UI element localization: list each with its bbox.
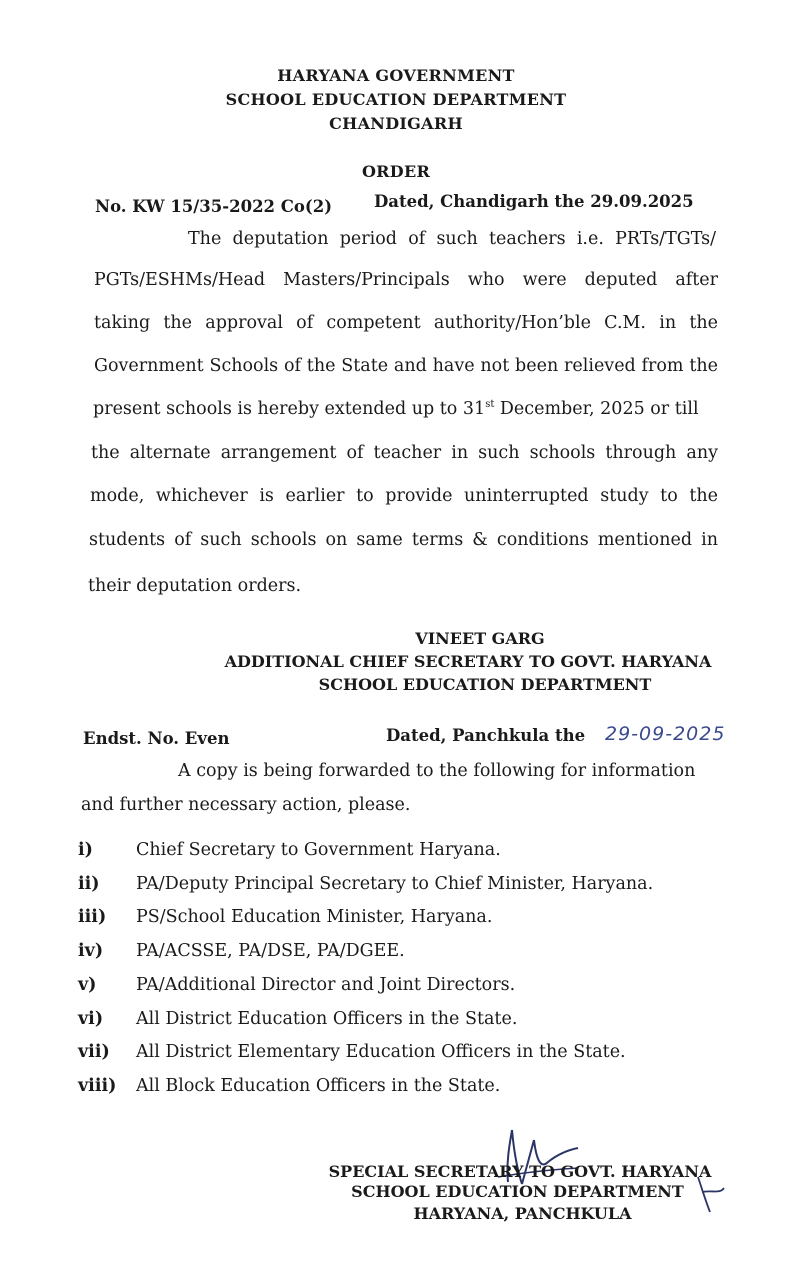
order-body-line: Government Schools of the State and have not been relieved from the xyxy=(94,356,718,376)
footer-signatory-location: HARYANA, PANCHKULA xyxy=(413,1204,632,1223)
order-body-line: PGTs/ESHMs/Head Masters/Principals who were deputed after xyxy=(94,270,718,290)
order-body-line: their deputation orders. xyxy=(88,576,302,596)
recipient-item: viii) All Block Education Officers in the State. xyxy=(78,1076,501,1096)
endorsement-number: Endst. No. Even xyxy=(83,729,230,748)
order-body-line: taking the approval of competent authority/Hon’ble C.M. in the xyxy=(94,313,718,333)
order-body-line: the alternate arrangement of teacher in such schools through any xyxy=(91,443,718,463)
recipient-item: ii) PA/Deputy Principal Secretary to Chief Minister, Haryana. xyxy=(78,874,654,894)
endorsement-date-label: Dated, Panchkula the xyxy=(386,726,586,745)
header-city: CHANDIGARH xyxy=(329,114,463,133)
footer-signatory-department: SCHOOL EDUCATION DEPARTMENT xyxy=(351,1182,684,1201)
footer-signatory-title: SPECIAL SECRETARY TO GOVT. HARYANA xyxy=(328,1162,712,1181)
recipient-item: vii) All District Elementary Education Officers in the State. xyxy=(78,1042,626,1062)
recipient-item: iii) PS/School Education Minister, Haryana. xyxy=(78,907,493,927)
order-body-line: present schools is hereby extended up to 31st December, 2025 or till xyxy=(93,399,699,419)
recipient-item: i) Chief Secretary to Government Haryana. xyxy=(78,840,501,860)
order-body-line: mode, whichever is earlier to provide uninterrupted study to the xyxy=(90,486,718,506)
recipient-item: vi) All District Education Officers in the State. xyxy=(78,1009,518,1029)
signatory-department: SCHOOL EDUCATION DEPARTMENT xyxy=(318,675,652,694)
order-body-line: students of such schools on same terms & conditions mentioned in xyxy=(89,530,718,550)
order-date: Dated, Chandigarh the 29.09.2025 xyxy=(374,192,694,211)
endorsement-intro: and further necessary action, please. xyxy=(81,795,411,815)
order-title: ORDER xyxy=(361,162,431,181)
signatory-name: VINEET GARG xyxy=(415,629,545,648)
header-department: SCHOOL EDUCATION DEPARTMENT xyxy=(225,90,567,109)
signatory-designation: ADDITIONAL CHIEF SECRETARY TO GOVT. HARYANA xyxy=(224,652,712,671)
handwritten-date: 29-09-2025 xyxy=(605,723,726,745)
header-government: HARYANA GOVERNMENT xyxy=(277,66,515,85)
recipient-item: iv) PA/ACSSE, PA/DSE, PA/DGEE. xyxy=(78,941,405,961)
order-number: No. KW 15/35-2022 Co(2) xyxy=(95,197,333,216)
endorsement-intro: A copy is being forwarded to the following for information xyxy=(178,761,696,781)
order-body-line: The deputation period of such teachers i.e. PRTs/TGTs/ xyxy=(188,229,716,249)
recipient-item: v) PA/Additional Director and Joint Directors. xyxy=(78,975,516,995)
